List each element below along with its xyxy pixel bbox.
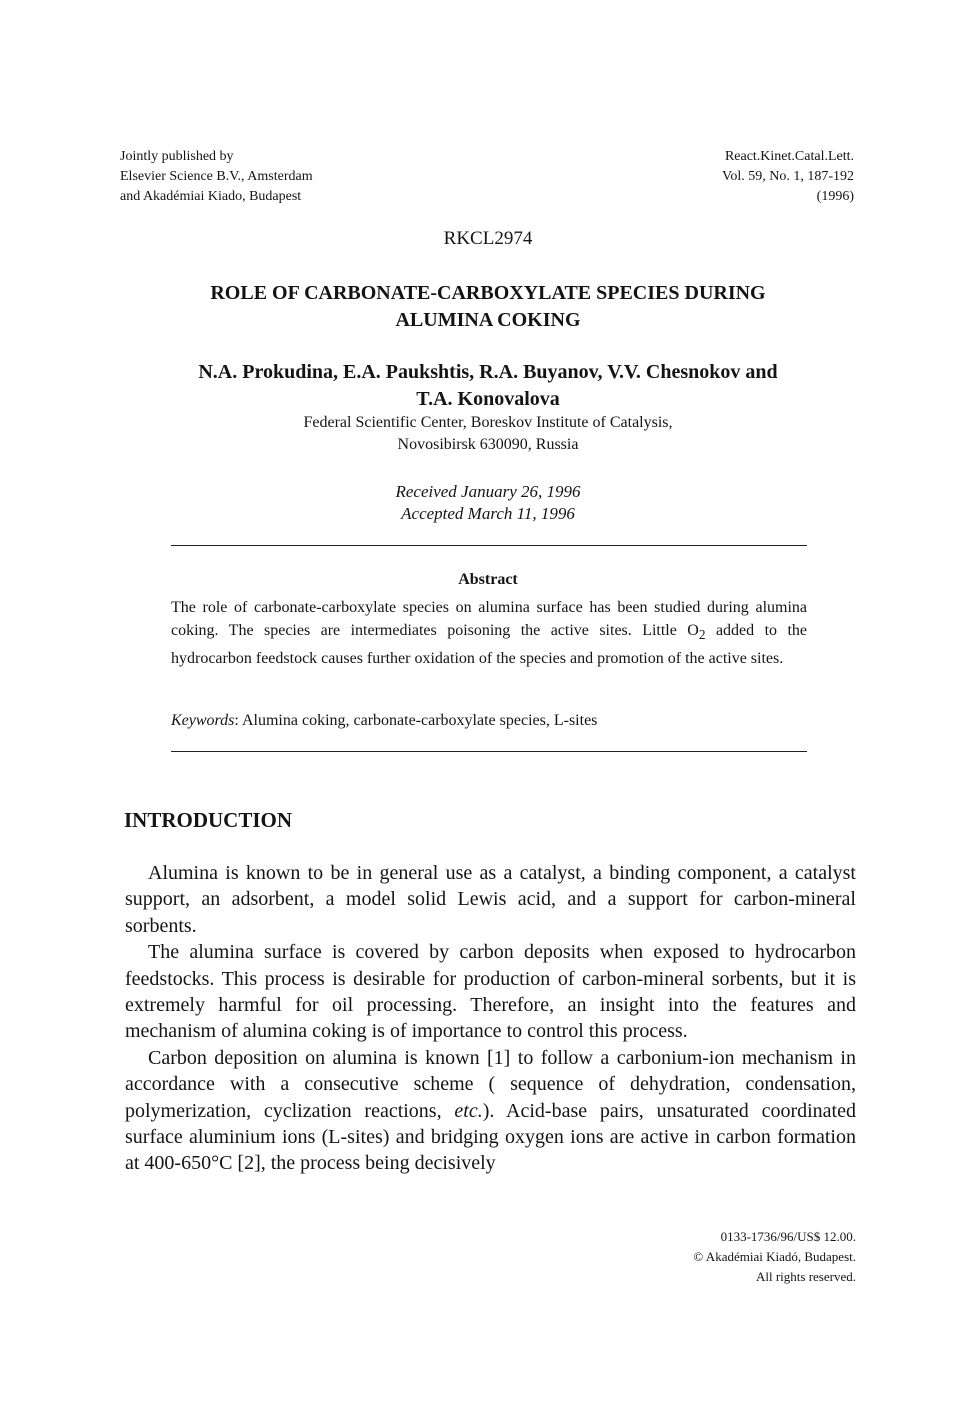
publisher-line: and Akadémiai Kiado, Budapest (120, 189, 302, 204)
paper-title (140, 280, 836, 334)
abstract-text-part: added to the hydrocarbon feedstock causes further oxidation of the species and promotion of the active sites. (171, 622, 807, 667)
body-paragraph: The alumina surface is covered by carbon deposits when exposed to hydrocarbon feedstocks. This process is desirable for production of carbon-mineral sorbents, but it is extremely harmful for oil processing. Therefore, an insight into the features and mechanism of alumina coking is of importance to control this process. (125, 941, 856, 1043)
journal-citation (722, 147, 854, 207)
introduction-heading: INTRODUCTION (124, 808, 293, 832)
keywords (171, 710, 807, 732)
footer-line: All rights reserved. (755, 1269, 856, 1284)
accepted-date: Accepted March 11, 1996 (401, 504, 575, 523)
publisher-line: Elsevier Science B.V., Amsterdam (120, 169, 313, 184)
title-line: ALUMINA COKING (395, 309, 581, 331)
author-line: T.A. Konovalova (416, 388, 560, 410)
copyright-footer (693, 1227, 856, 1287)
author-list (130, 359, 846, 413)
affiliation-line: Federal Scientific Center, Boreskov Institute of Catalysis, (303, 414, 673, 431)
abstract-top-rule (171, 545, 807, 546)
received-date: Received January 26, 1996 (395, 482, 581, 501)
body-paragraph (125, 1045, 856, 1177)
submission-dates (130, 481, 846, 525)
journal-line: (1996) (816, 189, 854, 204)
keywords-text: : Alumina coking, carbonate-carboxylate species, L-sites (234, 712, 598, 729)
abstract-text-part: The role of carbonate-carboxylate species on alumina surface has been studied during alumina coking. The species are intermediates poisoning the active sites. Little O (171, 599, 807, 640)
abstract-bottom-rule (171, 751, 807, 752)
journal-line: React.Kinet.Catal.Lett. (724, 149, 854, 164)
paragraph-part: Carbon deposition on alumina is known [1] to follow a carbonium-ion mechanism in accordance with a consecutive scheme ( sequence of dehydration, condensation, polymerization, cyclization reactions, (125, 1046, 856, 1122)
affiliation (130, 412, 846, 456)
publisher-line: Jointly published by (120, 149, 234, 164)
keywords-label: Keywords (171, 712, 235, 729)
abstract-text (171, 596, 807, 670)
journal-line: Vol. 59, No. 1, 187-192 (722, 169, 854, 184)
title-line: ROLE OF CARBONATE-CARBOXYLATE SPECIES DURING (210, 282, 766, 304)
paper-code: RKCL2974 (443, 228, 533, 249)
footer-line: © Akadémiai Kiadó, Budapest. (693, 1249, 856, 1264)
affiliation-line: Novosibirsk 630090, Russia (397, 436, 579, 453)
footer-line: 0133-1736/96/US$ 12.00. (720, 1229, 856, 1244)
o2-subscript: 2 (698, 627, 706, 643)
body-paragraph: Alumina is known to be in general use as a catalyst, a binding component, a catalyst support, an adsorbent, a model solid Lewis acid, and a support for carbon-mineral sorbents. (125, 862, 856, 937)
author-line: N.A. Prokudina, E.A. Paukshtis, R.A. Buyanov, V.V. Chesnokov and (198, 361, 778, 383)
introduction-body (125, 860, 856, 1177)
etc-italic: etc. (454, 1099, 483, 1122)
publisher-info (120, 147, 313, 207)
abstract-heading: Abstract (458, 571, 518, 588)
paragraph-part: ). Acid-base pairs, unsaturated coordinated surface aluminium ions (L-sites) and bridging oxygen ions are active in carbon formation at 400-650°C [2], the process being decisively (125, 1099, 856, 1175)
